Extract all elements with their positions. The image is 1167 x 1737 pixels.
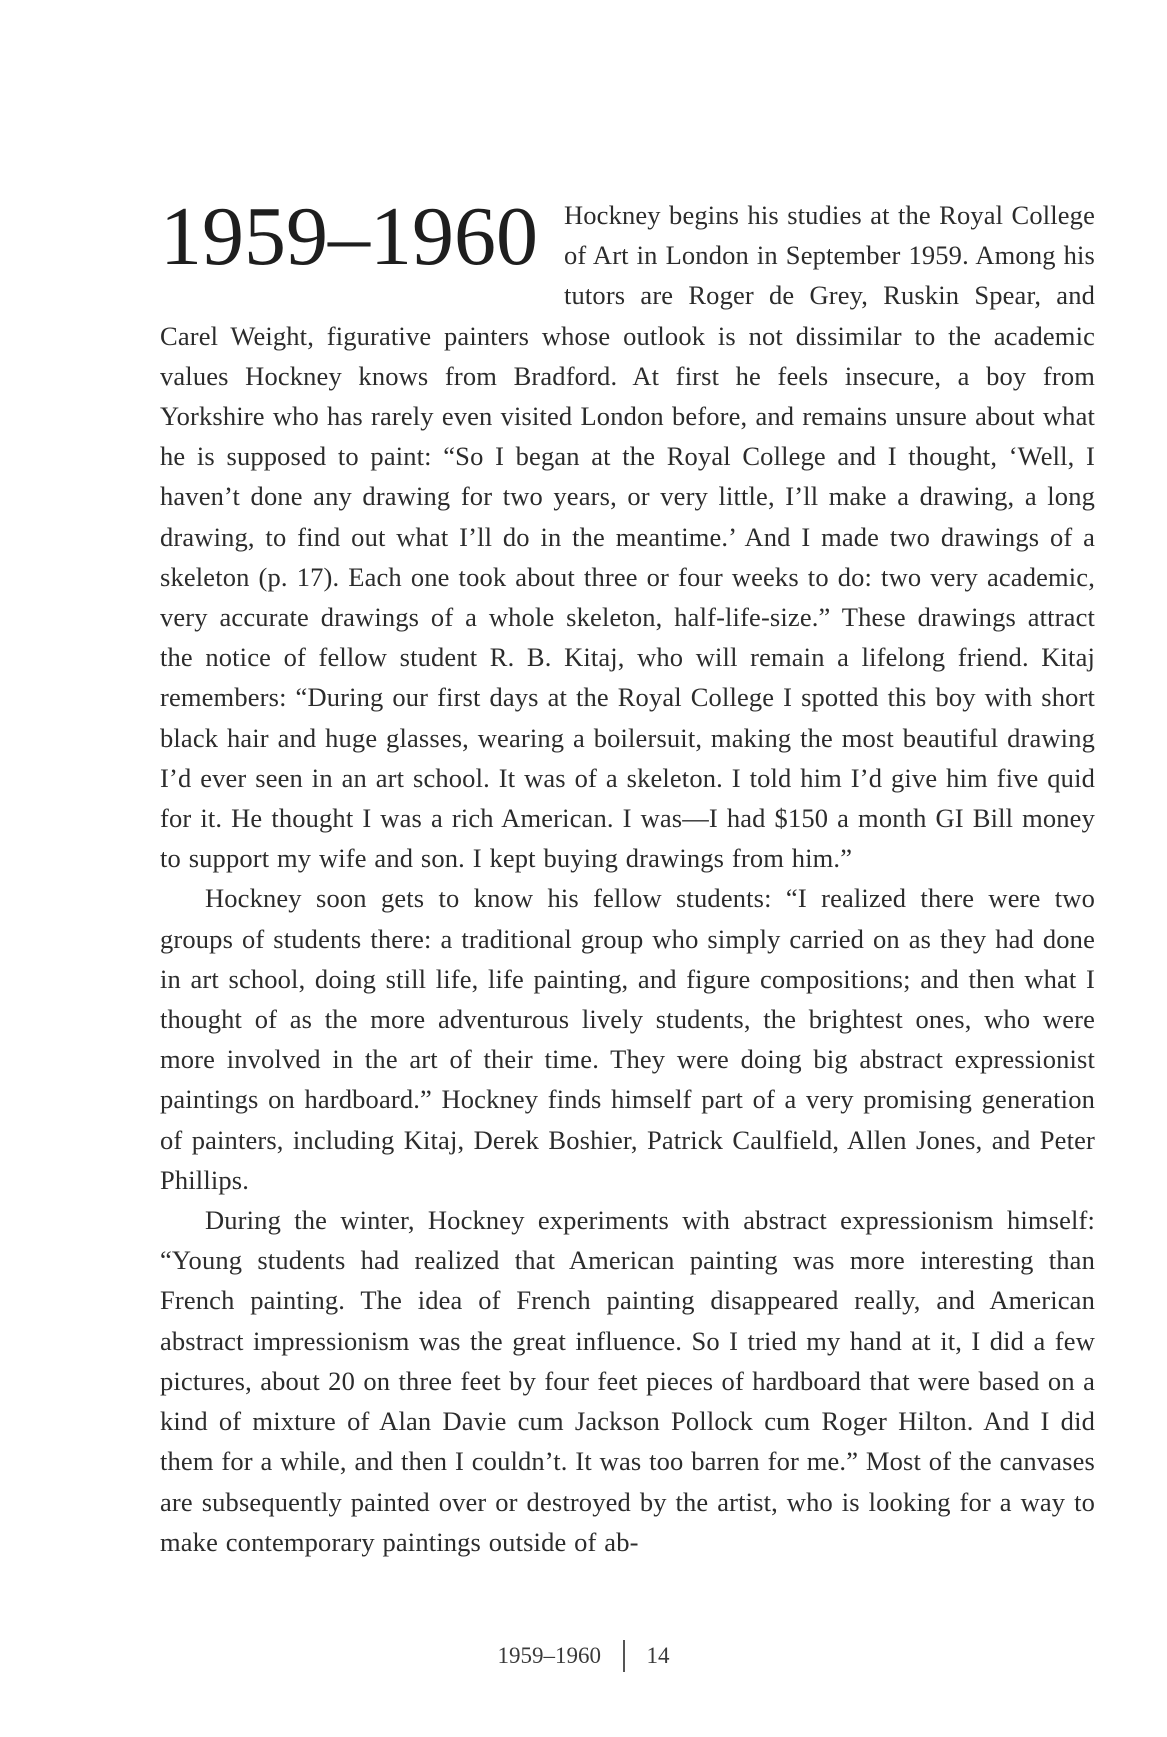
paragraph-2: Hockney soon gets to know his fellow students: “I realized there were two groups of students there: a traditional group who simply carried on as they had done in art school, doing still life, life painting, and figure compositions; and then what I thought of as the more adventurous lively students, the brightest ones, who were more involved in the art of their time. They were doing big abstract expressionist paintings on hardboard.” Hockney finds himself part of a very promising generation of painters, including Kitaj, Derek Boshier, Patrick Caulfield, Allen Jones, and Peter Phillips. (160, 883, 1095, 1195)
paragraph-3: During the winter, Hockney experiments with abstract expressionism himself: “Young students had realized that American painting was more interesting than French painting. The idea of French painting disappeared really, and American abstract impressionism was the great influence. So I tried my hand at it, I did a few pictures, about 20 on three feet by four feet pieces of hardboard that were based on a kind of mixture of Alan Davie cum Jackson Pollock cum Roger Hilton. And I did them for a while, and then I couldn’t. It was too barren for me.” Most of the canvases are subsequently painted over or destroyed by the artist, who is looking for a way to make contemporary paintings outside of ab- (160, 1205, 1095, 1557)
body-text (160, 190, 1095, 1562)
paragraph-1: Hockney begins his studies at the Royal College of Art in London in September 1959. Among his tutors are Roger de Grey, Ruskin Spear, and Carel Weight, figurative painters whose outlook is not dissimilar to the academic values Hockney knows from Bradford. At first he feels insecure, a boy from Yorkshire who has rarely even visited London before, and remains unsure about what he is supposed to paint: “So I began at the Royal College and I thought, ‘Well, I haven’t done any drawing for two years, or very little, I’ll make a drawing, a long drawing, to find out what I’ll do in the meantime.’ And I made two drawings of a skeleton (p. 17). Each one took about three or four weeks to do: two very academic, very accurate drawings of a whole skeleton, half-life-size.” These drawings attract the notice of fellow student R. B. Kitaj, who will remain a lifelong friend. Kitaj remembers: “During our first days at the Royal College I spotted this boy with short black hair and huge glasses, wearing a boilersuit, making the most beautiful drawing I’d ever seen in an art school. It was of a skeleton. I told him I’d give him five quid for it. He thought I was a rich American. I was—I had $150 a month GI Bill money to support my wife and son. I kept buying drawings from him.” (160, 200, 1095, 874)
page-number: 14 (646, 1643, 670, 1668)
year-heading: 1959–1960 (160, 190, 538, 283)
footer-section-label: 1959–1960 (497, 1643, 601, 1668)
page-footer (0, 1640, 1167, 1680)
